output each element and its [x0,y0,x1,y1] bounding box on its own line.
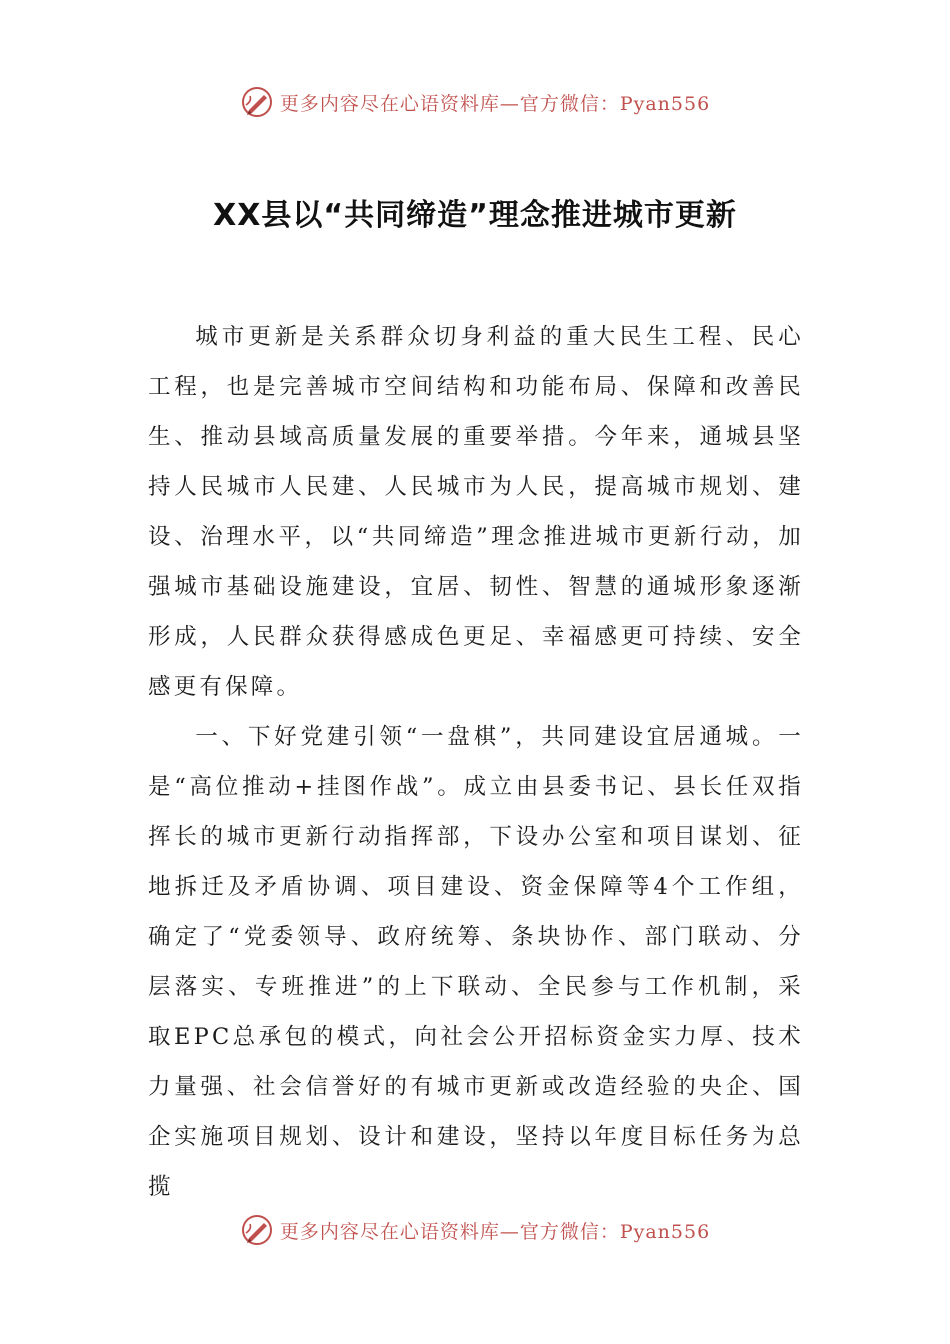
pen-logo-icon [240,1213,274,1247]
banner-wechat-text: 官方微信：Pyan556 [519,92,711,115]
banner-separator: — [499,92,520,115]
paragraph-intro: 城市更新是关系群众切身利益的重大民生工程、民心工程，也是完善城市空间结构和功能布局、保障和改善民生、推动县域高质量发展的重要举措。今年来，通城县坚持人民城市人民建、人民城市为人民，提高城市规划、建设、治理水平，以“共同缔造”理念推进城市更新行动，加强城市基础设施建设，宜居、韧性、智慧的通城形象逐渐形成，人民群众获得感成色更足、幸福感更可持续、安全感更有保障。 [148,324,804,700]
banner-text [280,1217,710,1244]
document-title: XX县以“共同缔造”理念推进城市更新 [213,198,737,234]
footer-watermark-banner [0,1210,950,1250]
banner-main-text: 更多内容尽在心语资料库 [279,1220,500,1243]
document-body [148,312,804,1212]
banner-wechat-text: 官方微信：Pyan556 [519,1220,711,1243]
pen-logo-icon [240,85,274,119]
paragraph-section-one: 一、下好党建引领“一盘棋”，共同建设宜居通城。一是“高位推动+挂图作战”。成立由县委书记、县长任双指挥长的城市更新行动指挥部，下设办公室和项目谋划、征地拆迁及矛盾协调、项目建设、资金保障等4个工作组，确定了“党委领导、政府统筹、条块协作、部门联动、分层落实、专班推进”的上下联动、全民参与工作机制，采取EPC总承包的模式，向社会公开招标资金实力厚、技术力量强、社会信誉好的有城市更新或改造经验的央企、国企实施项目规划、设计和建设，坚持以年度目标任务为总揽 [148,724,804,1200]
header-watermark-banner [0,82,950,122]
banner-separator: — [499,1220,520,1243]
banner-main-text: 更多内容尽在心语资料库 [279,92,500,115]
banner-text [280,89,710,116]
